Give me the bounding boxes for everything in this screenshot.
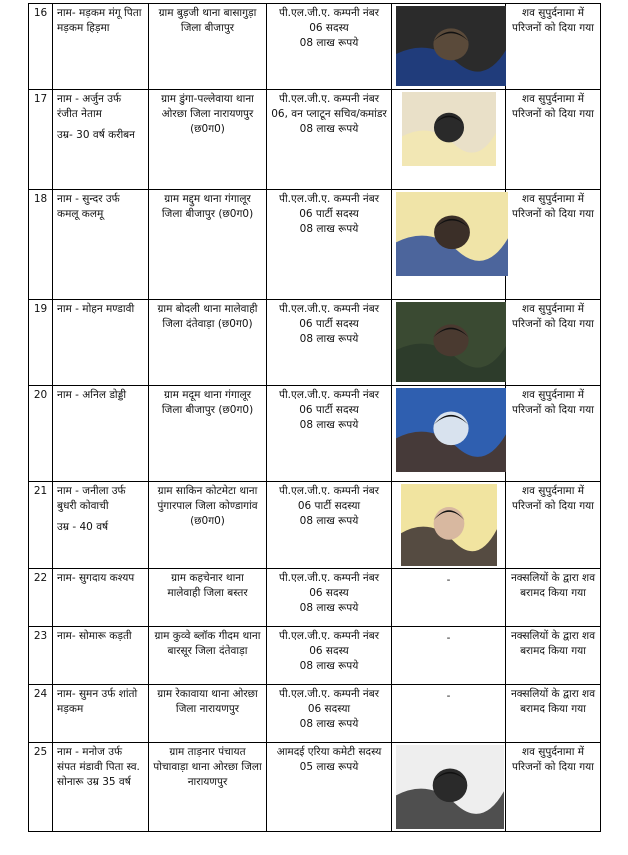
status-cell: शव सुपुर्दनामा में परिजनों को दिया गया (506, 190, 601, 300)
address-cell: ग्राम कुव्वे ब्लॉक गीदम थाना बारसूर जिला दंतेवाड़ा (149, 627, 267, 685)
deceased-photo (396, 6, 506, 86)
casualty-table (28, 3, 601, 832)
table-row (29, 386, 601, 482)
status-cell: शव सुपुर्दनामा में परिजनों को दिया गया (506, 4, 601, 90)
rank-text: आमदई एरिया कमेटी सदस्य (276, 746, 382, 758)
photo-cell (392, 482, 506, 569)
name-cell (53, 569, 149, 627)
rank-cell (267, 743, 392, 832)
photo-cell (392, 569, 506, 627)
reward-text: 08 लाख रूपये (299, 419, 359, 431)
rank-cell (267, 4, 392, 90)
address-cell: ग्राम बुड़जी थाना बासागुड़ा जिला बीजापुर (149, 4, 267, 90)
table-row (29, 90, 601, 190)
no-photo-dash: - (446, 690, 451, 702)
name-text: नाम- मड़कम मंगू पिता मड़कम हिड़मा (57, 7, 142, 34)
serial-number: 18 (29, 190, 53, 300)
no-photo-dash: - (446, 574, 451, 586)
deceased-photo (396, 302, 506, 382)
name-text: नाम - मनोज उर्फ संपत मंडावी पिता स्व. सोनारू उम्र 35 वर्ष (57, 746, 140, 788)
deceased-photo (401, 484, 497, 566)
table-row (29, 569, 601, 627)
serial-number: 16 (29, 4, 53, 90)
photo-cell (392, 685, 506, 743)
rank-cell (267, 627, 392, 685)
name-text: नाम- सुगदाय कश्यप (57, 572, 135, 584)
rank-text: पी.एल.जी.ए. कम्पनी नंबर 06 पार्टी सदस्य (279, 193, 379, 220)
address-cell: ग्राम रेकावाया थाना ओरछा जिला नारायणपुर (149, 685, 267, 743)
reward-text: 05 लाख रूपये (299, 761, 359, 773)
deceased-photo (402, 92, 496, 166)
address-cell: ग्राम मदूम थाना गंगालूर जिला बीजापुर (छ0ग0) (149, 386, 267, 482)
name-cell (53, 627, 149, 685)
rank-cell (267, 90, 392, 190)
rank-text: पी.एल.जी.ए. कम्पनी नंबर 06 पार्टी सदस्य (279, 389, 379, 416)
rank-text: पी.एल.जी.ए. कम्पनी नंबर 06, वन प्लाटून सचिव/कमांडर (271, 93, 387, 120)
reward-text: 08 लाख रूपये (299, 718, 359, 730)
name-cell (53, 482, 149, 569)
rank-text: पी.एल.जी.ए. कम्पनी नंबर 06 सदस्या (279, 688, 379, 715)
serial-number: 24 (29, 685, 53, 743)
name-text: नाम - सुन्दर उर्फ कमलू कलमू (57, 193, 120, 220)
name-cell (53, 300, 149, 386)
table-row (29, 743, 601, 832)
reward-text: 08 लाख रूपये (299, 333, 359, 345)
status-cell: शव सुपुर्दनामा में परिजनों को दिया गया (506, 90, 601, 190)
deceased-photo (396, 388, 506, 472)
age-text: उम्र- 30 वर्ष करीबन (57, 129, 136, 141)
no-photo-dash: - (446, 632, 451, 644)
serial-number: 25 (29, 743, 53, 832)
rank-text: पी.एल.जी.ए. कम्पनी नंबर 06 सदस्य (279, 7, 379, 34)
address-cell: ग्राम डुंगा-पल्लेवाया थाना ओरछा जिला नारायणपुर (छ0ग0) (149, 90, 267, 190)
table-row (29, 4, 601, 90)
address-cell: ग्राम कहचेनार थाना मालेवाही जिला बस्तर (149, 569, 267, 627)
status-cell: शव सुपुर्दनामा में परिजनों को दिया गया (506, 743, 601, 832)
rank-text: पी.एल.जी.ए. कम्पनी नंबर 06 पार्टी सदस्या (279, 485, 379, 512)
name-text: नाम - जनीला उर्फ बुधरी कोवाची (57, 485, 126, 512)
rank-cell (267, 386, 392, 482)
reward-text: 08 लाख रूपये (299, 602, 359, 614)
rank-cell (267, 569, 392, 627)
serial-number: 23 (29, 627, 53, 685)
status-cell: नक्सलियों के द्वारा शव बरामद किया गया (506, 685, 601, 743)
reward-text: 08 लाख रूपये (299, 37, 359, 49)
photo-cell (392, 743, 506, 832)
serial-number: 21 (29, 482, 53, 569)
age-text: उम्र - 40 वर्ष (57, 521, 109, 533)
name-text: नाम- सोमारू कड़ती (57, 630, 132, 642)
photo-cell (392, 627, 506, 685)
serial-number: 17 (29, 90, 53, 190)
deceased-photo (396, 745, 504, 829)
photo-cell (392, 300, 506, 386)
status-cell: शव सुपुर्दनामा में परिजनों को दिया गया (506, 300, 601, 386)
table-row (29, 300, 601, 386)
address-cell: ग्राम साकिन कोटमेटा थाना पुंगारपाल जिला कोण्डागांव (छ0ग0) (149, 482, 267, 569)
reward-text: 08 लाख रूपये (299, 660, 359, 672)
rank-cell (267, 482, 392, 569)
rank-cell (267, 190, 392, 300)
name-cell (53, 685, 149, 743)
name-text: नाम - अर्जुन उर्फ रंजीत नेताम (57, 93, 122, 120)
status-cell: शव सुपुर्दनामा में परिजनों को दिया गया (506, 386, 601, 482)
name-cell (53, 743, 149, 832)
name-text: नाम- सुमन उर्फ शांतो मड़कम (57, 688, 138, 715)
rank-text: पी.एल.जी.ए. कम्पनी नंबर 06 पार्टी सदस्य (279, 303, 379, 330)
photo-cell (392, 190, 506, 300)
name-cell (53, 386, 149, 482)
deceased-photo (396, 192, 508, 276)
table-row (29, 685, 601, 743)
name-cell (53, 4, 149, 90)
status-cell: नक्सलियों के द्वारा शव बरामद किया गया (506, 627, 601, 685)
table-row (29, 190, 601, 300)
rank-cell (267, 300, 392, 386)
serial-number: 19 (29, 300, 53, 386)
table-row (29, 627, 601, 685)
rank-text: पी.एल.जी.ए. कम्पनी नंबर 06 सदस्य (279, 630, 379, 657)
address-cell: ग्राम मद्दुम थाना गंगालूर जिला बीजापुर (छ0ग0) (149, 190, 267, 300)
reward-text: 08 लाख रूपये (299, 223, 359, 235)
name-text: नाम - अनिल डोड्डी (57, 389, 127, 401)
photo-cell (392, 90, 506, 190)
table-row (29, 482, 601, 569)
address-cell: ग्राम ताड़नार पंचायत पोचावाड़ा थाना ओरछा जिला नारायणपुर (149, 743, 267, 832)
name-cell (53, 90, 149, 190)
table-body (29, 4, 601, 832)
reward-text: 08 लाख रूपये (299, 123, 359, 135)
status-cell: शव सुपुर्दनामा में परिजनों को दिया गया (506, 482, 601, 569)
reward-text: 08 लाख रूपये (299, 515, 359, 527)
status-cell: नक्सलियों के द्वारा शव बरामद किया गया (506, 569, 601, 627)
rank-text: पी.एल.जी.ए. कम्पनी नंबर 06 सदस्य (279, 572, 379, 599)
photo-cell (392, 386, 506, 482)
address-cell: ग्राम बोदली थाना मालेवाही जिला दंतेवाड़ा (छ0ग0) (149, 300, 267, 386)
name-cell (53, 190, 149, 300)
rank-cell (267, 685, 392, 743)
name-text: नाम - मोहन मण्डावी (57, 303, 135, 315)
photo-cell (392, 4, 506, 90)
serial-number: 22 (29, 569, 53, 627)
serial-number: 20 (29, 386, 53, 482)
